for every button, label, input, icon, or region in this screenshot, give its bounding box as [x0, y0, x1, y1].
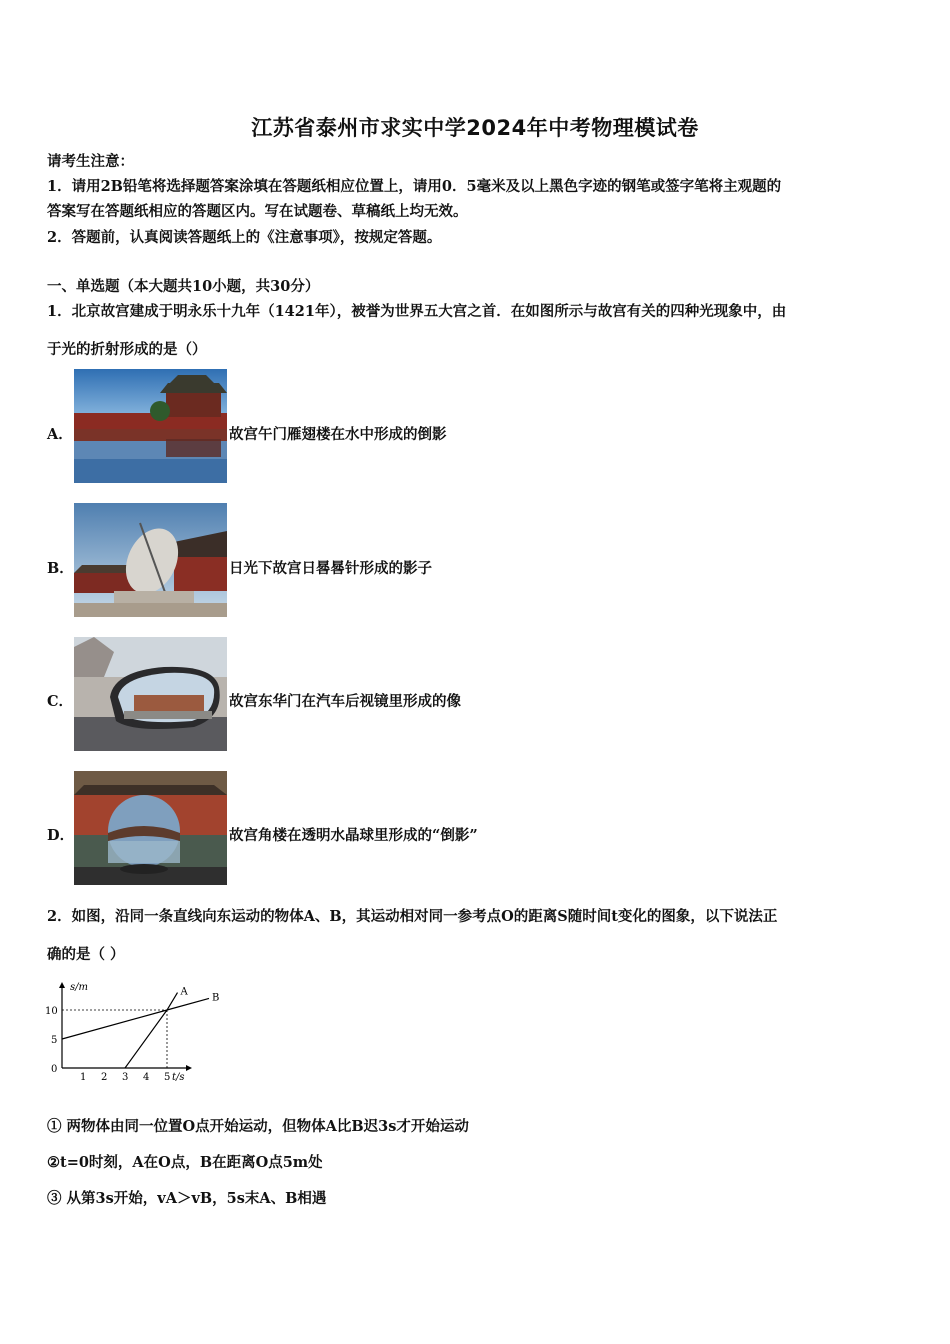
q2-statement-2: ②t=0时刻，A在O点，B在距离O点5m处 — [47, 1154, 323, 1171]
q2-stem-line2: 确的是（ ） — [47, 946, 125, 963]
option-b-photo — [74, 503, 227, 617]
y-axis-arrow — [59, 982, 65, 988]
x-tick-label: 4 — [143, 1072, 150, 1083]
x-tick-label: 3 — [122, 1072, 129, 1083]
y-tick-label: 10 — [45, 1006, 58, 1017]
series-label-b: B — [212, 992, 220, 1004]
option-a-text: 故宫午门雁翅楼在水中形成的倒影 — [229, 426, 447, 443]
option-c-letter: C． — [47, 693, 74, 710]
series-line-a — [125, 993, 178, 1068]
section-heading: 一、单选题（本大题共10小题，共30分） — [47, 278, 320, 295]
series-line-b — [62, 998, 209, 1039]
notice-heading: 请考生注意： — [47, 153, 134, 170]
x-tick-label: 2 — [101, 1072, 108, 1083]
option-c-text: 故宫东华门在汽车后视镜里形成的像 — [229, 693, 461, 710]
option-b-text: 日光下故宫日晷晷针形成的影子 — [229, 560, 432, 577]
option-d-letter: D． — [47, 827, 75, 844]
option-c-photo — [74, 637, 227, 751]
x-axis-label: t/s — [172, 1072, 185, 1083]
q1-stem-line1: 1．北京故宫建成于明永乐十九年（1421年），被誉为世界五大宫之首．在如图所示与故宫有关的四种光现象中，由 — [47, 303, 787, 320]
st-graph — [40, 978, 230, 1088]
option-d-text: 故宫角楼在透明水晶球里形成的“倒影” — [229, 827, 478, 844]
x-tick-label: 1 — [80, 1072, 87, 1083]
option-b-letter: B． — [47, 560, 74, 577]
q1-stem-line2: 于光的折射形成的是（） — [47, 341, 207, 358]
x-tick-label: 5 — [164, 1072, 171, 1083]
y-tick-label: 0 — [51, 1064, 58, 1075]
q2-stem-line1: 2．如图，沿同一条直线向东运动的物体A、B，其运动相对同一参考点O的距离S随时间t变化的图象，以下说法正 — [47, 908, 778, 925]
y-tick-label: 5 — [51, 1035, 58, 1046]
q2-statement-1: ① 两物体由同一位置O点开始运动，但物体A比B迟3s才开始运动 — [47, 1118, 469, 1135]
notice-line-1a: 1．请用2B铅笔将选择题答案涂填在答题纸相应位置上，请用0．5毫米及以上黑色字迹的钢笔或签字笔将主观题的 — [47, 178, 782, 195]
notice-line-2: 2．答题前，认真阅读答题纸上的《注意事项》，按规定答题。 — [47, 229, 442, 246]
option-d-photo — [74, 771, 227, 885]
option-a-letter: A． — [47, 426, 73, 443]
series-label-a: A — [180, 986, 188, 998]
st-graph-svg — [40, 978, 230, 1088]
option-a-photo — [74, 369, 227, 483]
x-axis-arrow — [186, 1065, 192, 1071]
q2-statement-3: ③ 从第3s开始，vA＞vB，5s末A、B相遇 — [47, 1190, 327, 1207]
notice-line-1b: 答案写在答题纸相应的答题区内。写在试题卷、草稿纸上均无效。 — [47, 203, 468, 220]
y-axis-label: s/m — [70, 982, 88, 993]
page-title: 江苏省泰州市求实中学2024年中考物理模试卷 — [251, 116, 699, 140]
